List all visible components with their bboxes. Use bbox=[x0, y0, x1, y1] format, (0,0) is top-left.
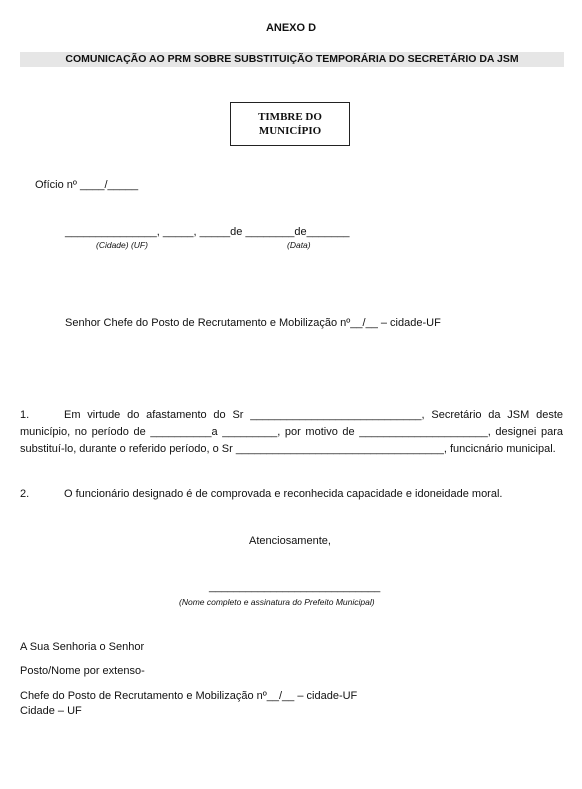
signature-caption: (Nome completo e assinatura do Prefeito Municipal) bbox=[179, 597, 375, 607]
letterhead-line-2: MUNICÍPIO bbox=[258, 125, 322, 137]
recipient-line-4: Cidade – UF bbox=[20, 705, 82, 717]
paragraph-2-number: 2. bbox=[20, 488, 30, 500]
place-caption: (Cidade) (UF) bbox=[96, 240, 148, 250]
recipient-line-3: Chefe do Posto de Recrutamento e Mobilização nº__/__ – cidade-UF bbox=[20, 690, 358, 702]
addressee-line: Senhor Chefe do Posto de Recrutamento e Mobilização nº__/__ – cidade-UF bbox=[65, 317, 441, 329]
closing: Atenciosamente, bbox=[249, 535, 331, 547]
signature-line: ____________________________ bbox=[209, 581, 381, 593]
paragraph-2 bbox=[20, 486, 563, 503]
municipality-letterhead-box bbox=[230, 102, 350, 146]
recipient-line-1: A Sua Senhoria o Senhor bbox=[20, 641, 145, 653]
paragraph-1-text: Em virtude do afastamento do Sr ____________________________, Secretário da JSM deste município, no período de __________a _________, por motivo de _____________________, designei para substituí-lo, durante o referido período, o Sr __________________________________, funcicnário municipal. bbox=[20, 409, 563, 455]
paragraph-2-text: O funcionário designado é de comprovada e reconhecida capacidade e idoneidade moral. bbox=[64, 488, 503, 500]
annex-title: ANEXO D bbox=[265, 22, 317, 34]
oficio-number: Ofício nº ____/_____ bbox=[35, 179, 139, 191]
document-heading: COMUNICAÇÃO AO PRM SOBRE SUBSTITUIÇÃO TEMPORÁRIA DO SECRETÁRIO DA JSM bbox=[65, 53, 519, 65]
letterhead-line-1: TIMBRE DO bbox=[258, 111, 322, 123]
paragraph-1 bbox=[20, 407, 563, 458]
date-line: _______________, _____, _____de ________de_______ bbox=[65, 226, 350, 238]
recipient-line-2: Posto/Nome por extenso- bbox=[20, 665, 145, 677]
date-caption: (Data) bbox=[287, 240, 311, 250]
paragraph-1-number: 1. bbox=[20, 409, 30, 421]
